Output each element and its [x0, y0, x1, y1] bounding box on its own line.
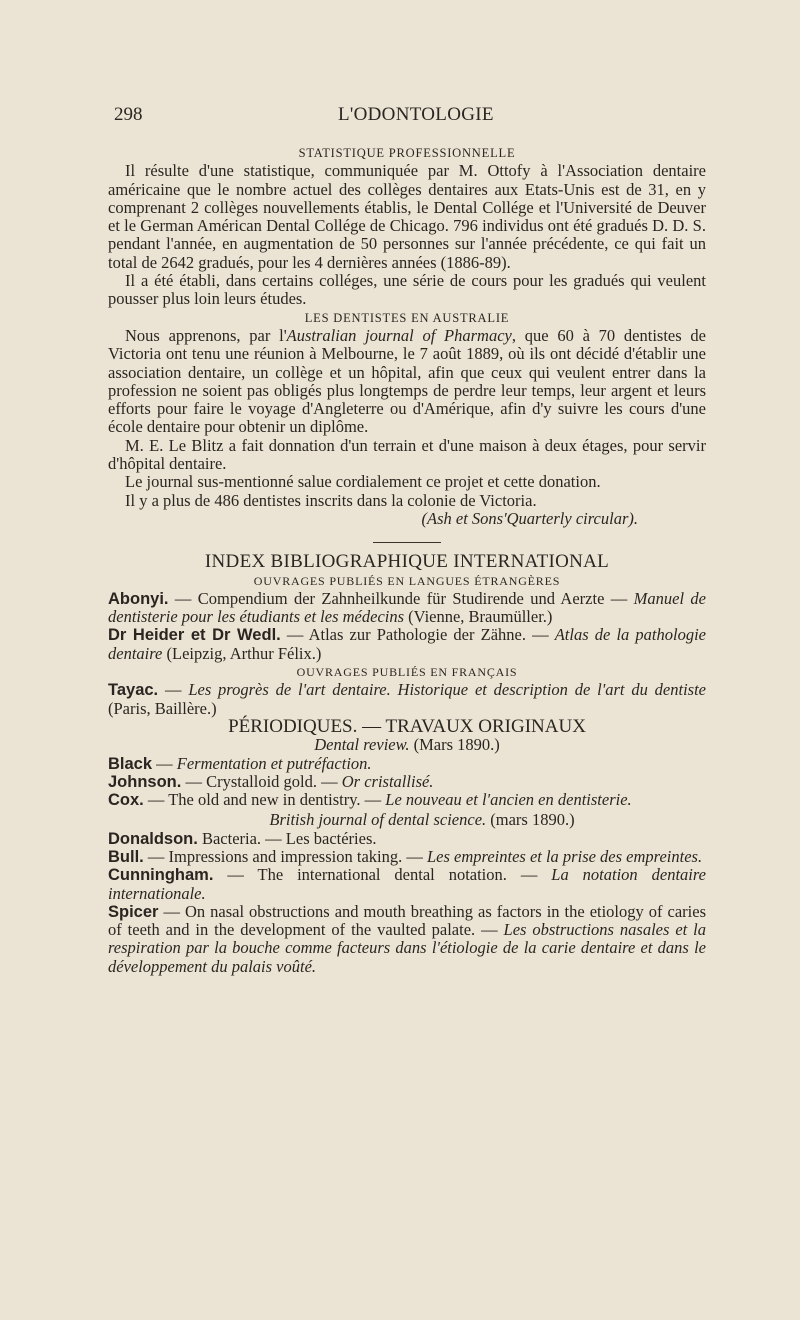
journal-title: Australian journal of Pharmacy [286, 325, 512, 345]
bibliography-entry: Cox. — The old and new in dentistry. — Le nouveau et l'ancien en dentisterie. [108, 790, 632, 810]
journal-heading: Dental review. (Mars 1890.) [314, 735, 500, 755]
subheading-french: OUVRAGES PUBLIÉS EN FRANÇAIS [296, 665, 518, 680]
paragraph: Il résulte d'une statistique, communiquée par M. Ottofy à l'Association dentaire américaine que le nombre actuel des collèges dentaires aux Etats-Unis est de 31, en y comprenant 2 collèges nouvellements établis, le Dental Collége et l'Université de Deuver et le German Américan Dental Collége de Chicago. 796 individus ont été gradués D. D. S. pendant l'année, en augmentation de 50 personnes sur l'année précédente, ce qui fait un total de 2642 gradués, pour les 4 dernières années (1886-89). [108, 161, 706, 272]
source-citation: (Ash et Sons'Quarterly circular). [421, 508, 638, 528]
bibliography-entry: Cunningham. — The international dental notation. — La notation dentaire internationale. [108, 865, 706, 903]
author-name: Cox. [108, 791, 144, 810]
author-name: Dr Heider et Dr Wedl. [108, 626, 281, 645]
journal-heading: British journal of dental science. (mars 1890.) [269, 810, 575, 830]
author-name: Johnson. [108, 772, 182, 791]
author-name: Spicer [108, 902, 159, 921]
bibliography-entry: Dr Heider et Dr Wedl. — Atlas zur Pathologie der Zähne. — Atlas de la pathologie dentaire (Leipzig, Arthur Félix.) [108, 625, 706, 663]
body-text [108, 144, 706, 976]
periodiques-title: PÉRIODIQUES. — TRAVAUX ORIGINAUX [228, 715, 586, 737]
author-name: Cunningham. [108, 866, 214, 885]
bibliography-entry: Abonyi. — Compendium der Zahnheilkunde für Studirende und Aerzte — Manuel de dentisterie pour les étudiants et les médecins (Vienne, Braumüller.) [108, 588, 706, 627]
bibliography-entry: Black — Fermentation et putréfaction. [108, 753, 372, 773]
running-title: L'ODONTOLOGIE [338, 104, 494, 125]
author-name: Donaldson. [108, 829, 198, 848]
paragraph: Nous apprenons, par l'Australian journal of Pharmacy, que 60 à 70 dentistes de Victoria ont tenu une réunion à Melbourne, le 7 août 1889, où ils ont décidé d'établir une association dentaire, un collège et un hôpital, afin que ceux qui veulent entrer dans la profession ne soient pas obligés plus longtemps de perdre leur temps, leur argent et leurs efforts pour faire le voyage d'Angleterre ou d'Amérique, afin d'y suivre les cours d'une école dentaire pour obtenir un diplôme. [108, 325, 706, 437]
author-name: Black [108, 754, 153, 773]
subheading-foreign: OUVRAGES PUBLIÉS EN LANGUES ÉTRANGÈRES [253, 573, 561, 588]
paragraph: M. E. Le Blitz a fait donnation d'un terrain et d'une maison à deux étages, pour servir d'hôpital dentaire. [108, 435, 706, 474]
section-heading-australie: LES DENTISTES EN AUSTRALIE [304, 310, 510, 325]
paragraph: Il a été établi, dans certains colléges, une série de cours pour les gradués qui veulent pousser plus loin leurs études. [108, 271, 706, 309]
bibliography-entry: Tayac. — Les progrès de l'art dentaire. Historique et description de l'art du dentiste (Paris, Baillère.) [108, 680, 706, 718]
bibliography-entry: Bull. — Impressions and impression taking. — Les empreintes et la prise des empreintes. [108, 846, 703, 866]
page-number: 298 [114, 104, 143, 125]
index-title: INDEX BIBLIOGRAPHIQUE INTERNATIONAL [204, 551, 610, 573]
section-heading-statistique: STATISTIQUE PROFESSIONNELLE [298, 146, 516, 160]
author-name: Bull. [108, 847, 144, 866]
page-header [108, 104, 708, 130]
separator-rule [373, 542, 441, 543]
bibliography-entry: Johnson. — Crystalloid gold. — Or cristallisé. [108, 771, 434, 791]
author-name: Tayac. [108, 681, 159, 700]
bibliography-entry: Spicer — On nasal obstructions and mouth breathing as factors in the etiology of caries of teeth and in the development of the vaulted palate. — Les obstructions nasales et la respiration par la bouche comme facteurs dans l'étiologie de la carie dentaire et dans le développement du palais voûté. [108, 901, 706, 976]
paragraph: Le journal sus-mentionné salue cordialement ce projet et cette donation. [125, 472, 601, 492]
author-name: Abonyi. [108, 589, 169, 608]
bibliography-entry: Donaldson. Bacteria. — Les bactéries. [108, 828, 377, 848]
paragraph: Il y a plus de 486 dentistes inscrits dans la colonie de Victoria. [125, 490, 537, 510]
